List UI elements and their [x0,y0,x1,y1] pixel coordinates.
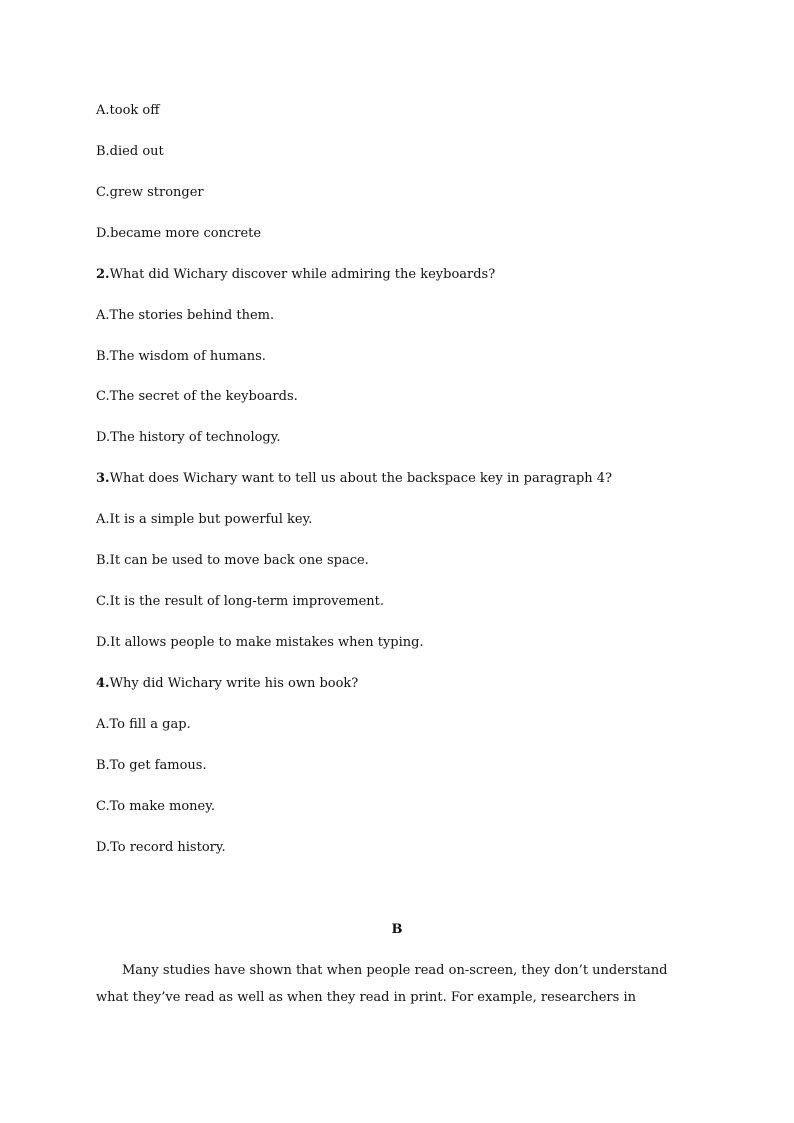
paragraph-line: Many studies have shown that when people read on-screen, they don’t understand [122,963,668,978]
question-text: Why did Wichary write his own book? [109,676,359,691]
option-text: C.To make money. [96,799,215,814]
option-text: D.became more concrete [96,226,262,241]
question-number: 2. [96,267,110,282]
question-number: 4. [96,676,110,691]
question-number: 3. [96,471,110,486]
option-text: A.The stories behind them. [96,308,275,323]
option-text: C.The secret of the keyboards. [96,389,298,404]
option-text: D.It allows people to make mistakes when typing. [96,635,424,650]
question-3 [96,470,612,488]
option-text: C.grew stronger [96,185,204,200]
option-text: A.It is a simple but powerful key. [96,512,313,527]
question-text: What does Wichary want to tell us about the backspace key in paragraph 4? [109,471,613,486]
option-text: A.took off [96,103,160,118]
option-text: C.It is the result of long-term improvement. [96,594,385,609]
section-title: B [391,922,403,937]
question-text: What did Wichary discover while admiring the keyboards? [109,267,496,282]
question-2 [96,266,495,284]
option-text: B.The wisdom of humans. [96,349,266,364]
question-4 [96,675,358,693]
option-text: B.To get famous. [96,758,207,773]
option-text: B.It can be used to move back one space. [96,553,369,568]
option-text: D.The history of technology. [96,430,281,445]
option-text: A.To fill a gap. [96,717,191,732]
option-text: D.To record history. [96,840,226,855]
paragraph-line: what they’ve read as well as when they read in print. For example, researchers in [96,990,636,1005]
option-text: B.died out [96,144,164,159]
